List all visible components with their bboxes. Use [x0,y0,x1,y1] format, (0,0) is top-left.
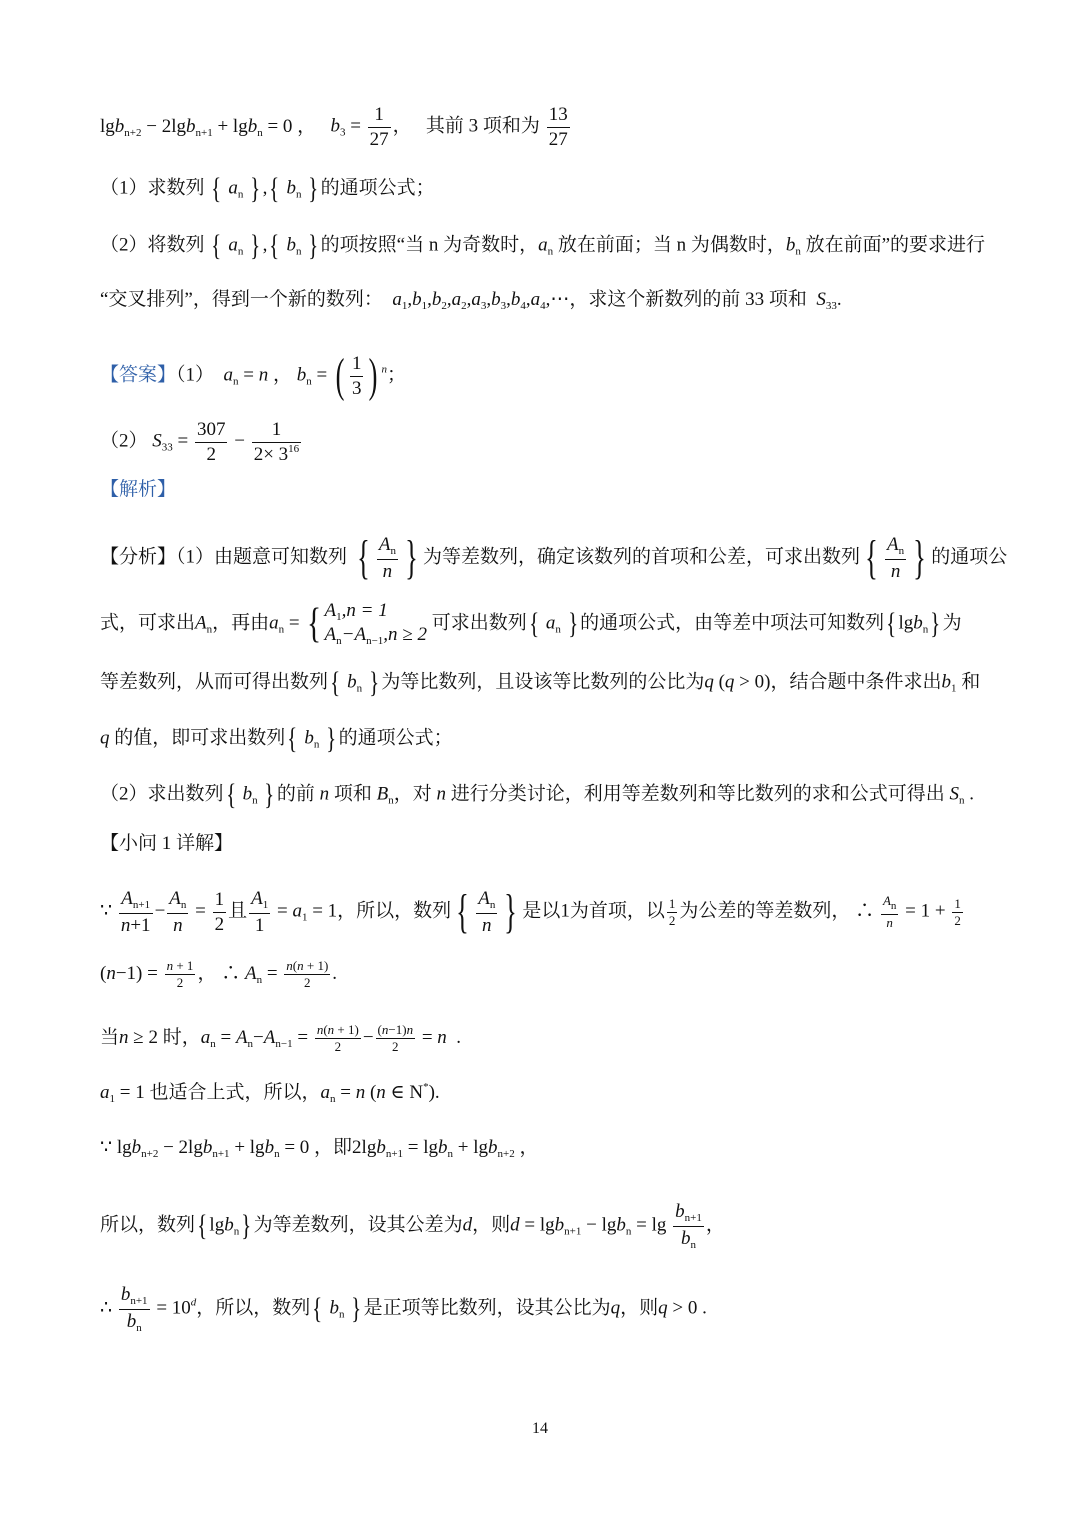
analysis-line-1: 【分析】（1）由题意可知数列 { $\frac{A_n}{n}$ } 为等差数列，确定该数列的首项和公差，可求出数列 { $\frac{A_n}{n}$ } 的通项公 [100,531,1008,585]
answer-2: （2） $S_{33}$ = $\frac{307}{2}$ − $\frac{1}{2\times 3^{16}}$ [100,419,300,465]
question-2-line-2: “交叉排列”，得到一个新的数列： $a_1,b_1,b_2,a_2,a_3,b_3,b_4,a_4,\cdots$，求这个新数列的前 33 项和 $S_{33}$. [100,289,842,312]
page-number: 14 [532,1420,548,1437]
detail-line-2: (n−1) = $\frac{n + 1}{2}$ ， ∴ $A_n$ = $\frac{n(n + 1)}{2}$ . [100,958,338,991]
detail-heading: 【小问 1 详解】 [100,833,234,854]
analysis-line-4: q 的值，即可求出数列{ $b_n$ } 的通项公式； [100,722,453,755]
analysis-line-3: 等差数列，从而可得出数列{ $b_n$ } 为等比数列，且设该等比数列的公比为q (q > 0)，结合题中条件求出$b_1$ 和 [100,666,981,699]
answer-tag: 【答案】 [100,364,177,386]
answer-1: 【答案】（1） $a_n = n$ ， $b_n$ = ( $\frac{1}{3}$ ) $^n$； [100,349,406,403]
question-2-line-1: （2）将数列 { $a_n$ } ,{ $b_n$ } 的项按照“当 n 为奇数时，$a_n$ 放在前面；当 n 为偶数时，$b_n$ 放在前面”的要求进行 [100,229,986,262]
detail-line-3: 当n ≥ 2 时，$a_n = A_n-A_{n-1}$ = $\frac{n(n + 1)}{2}$ − $\frac{(n-1)n}{2}$ = n . [100,1022,462,1055]
question-1: （1）求数列 { $a_n$ } ,{ $b_n$ } 的通项公式； [100,172,435,205]
analysis-line-5: （2）求出数列{ $b_n$ } 的前 n 项和 $B_n$，对 n 进行分类讨论，利用等差数列和等比数列的求和公式可得出 $S_n$ . [100,778,974,811]
detail-line-5: ∵ lgb$_{n+2}$ − 2lgb$_{n+1}$ + lgb$_n$ = 0 ，即2lgb$_{n+1}$ = lgb$_n$ + lgb$_{n+2}$ ， [100,1137,539,1160]
analysis-tag: 【解析】 [100,479,177,500]
detail-line-7: ∴ $\frac{b_{n+1}}{b_n}$ = $10^d$，所以，数列{ $b_n$ } 是正项等比数列，设其公比为q，则q > 0 . [100,1284,707,1334]
analysis-line-2: 式，可求出$A_n$，再由$a_n$ = { $A_1,n = 1$ $A_n-A_{n-1},n \ge 2$ 可求出数列{ $a_n$ } 的通项公式，由等差中项法可知数列{ lgb$_n$} 为 [100,600,962,648]
detail-line-1: ∵ $\frac{A_{n+1}}{n+1}$ − $\frac{A_n}{n}$ = $\frac{1}{2}$ 且 $\frac{A_1}{1}$ = $a_1 = 1$，所以，数列 { $\frac{A_n}{n}$ } 是以1为首项，以 $\frac{1}{2}$ 为公差的等差数列， ∴ $\frac{A_n}{n}$ = 1 + $\frac{1}{2}$ [100,885,961,939]
recurrence-line: lgb$_{n+2}$ − 2lgb$_{n+1}$ + lgb$_n$ = 0 ， $b_3$ = $\frac{1}{27}$ ， 其前 3 项和为 $\frac{13}{27}$ [100,104,568,150]
detail-line-6: 所以，数列{ lgb$_n$} 为等差数列，设其公差为d，则d = lgb$_{n+1}$ − lgb$_n$ = lg $\frac{b_{n+1}}{b_n}$ ， [100,1201,725,1251]
detail-line-4: $a_1 = 1$ 也适合上式，所以，$a_n = n$ (n ∈ N*). [100,1081,440,1105]
